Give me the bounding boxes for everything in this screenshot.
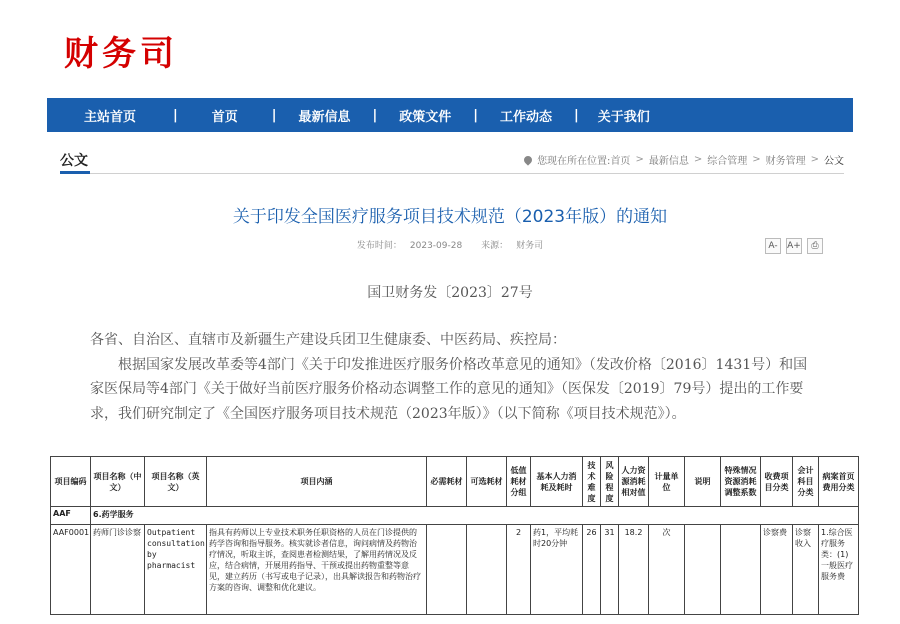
breadcrumb-prefix: 您现在所在位置: — [537, 156, 611, 167]
item-accounting: 诊察收入 — [793, 525, 819, 615]
item-risk: 31 — [601, 525, 619, 615]
section-header — [60, 148, 844, 174]
service-items-table — [50, 456, 859, 615]
table-header-row — [51, 457, 859, 507]
breadcrumb-link-home[interactable]: 首页 — [610, 156, 631, 167]
breadcrumb — [524, 152, 844, 167]
section-label: 公文 — [60, 153, 88, 169]
item-record-category: 1.综合医疗服务类：(1)一般医疗服务费 — [819, 525, 859, 615]
column-header: 收费项目分类 — [761, 457, 793, 507]
publish-date: 2023-09-28 — [409, 241, 463, 251]
item-fee-category: 诊察费 — [761, 525, 793, 615]
column-header: 基本人力消耗及耗时 — [531, 457, 583, 507]
item-name-cn: 药师门诊诊察 — [91, 525, 145, 615]
item-required-materials — [427, 525, 467, 615]
nav-separator: | — [574, 107, 579, 123]
column-header: 计量单位 — [649, 457, 685, 507]
breadcrumb-link-finance[interactable]: 财务管理 — [765, 156, 806, 167]
publish-label: 发布时间： — [356, 241, 402, 251]
item-content: 指具有药师以上专业技术职务任职资格的人员在门诊提供的药学咨询和指导服务。核实就诊者信息，询问病情及药物治疗情况，听取主诉，查阅患者检测结果，了解用药情况及反应，结合病情，开展用药指导、干预或提出药物重整等意见，建立药历（书写或电子记录），出具解读报告和药物治疗方案的咨询、调整和优化建议。 — [207, 525, 427, 615]
text-tools — [760, 238, 823, 254]
item-relative-value: 18.2 — [619, 525, 649, 615]
source-label: 来源： — [481, 241, 509, 251]
document-title: 关于印发全国医疗服务项目技术规范（2023年版）的通知 — [232, 207, 668, 227]
column-header: 可选耗材 — [467, 457, 507, 507]
breadcrumb-separator: > — [810, 154, 819, 165]
nav-separator: | — [372, 107, 378, 123]
breadcrumb-separator: > — [752, 154, 761, 165]
column-header: 必需耗材 — [427, 457, 467, 507]
item-name-en: Outpatient consultation by pharmacist — [145, 525, 207, 615]
breadcrumb-separator: > — [635, 154, 644, 165]
nav-item-about-us[interactable]: 关于我们 — [597, 109, 650, 125]
document-number: 国卫财务发〔2023〕27号 — [367, 285, 533, 301]
column-header: 人力资源消耗相对值 — [619, 457, 649, 507]
breadcrumb-separator: > — [693, 154, 703, 165]
main-nav-bar — [47, 98, 853, 132]
item-note — [685, 525, 721, 615]
item-difficulty: 26 — [583, 525, 601, 615]
salutation: 各省、自治区、直辖市及新疆生产建设兵团卫生健康委、中医药局、疾控局： — [90, 332, 566, 348]
table-row — [51, 525, 859, 615]
column-header: 病案首页费用分类 — [819, 457, 859, 507]
item-labor: 药1，平均耗时20分钟 — [531, 525, 583, 615]
item-optional-materials — [467, 525, 507, 615]
column-header: 特殊情况资源消耗调整系数 — [721, 457, 761, 507]
item-code: AAF0001 — [51, 525, 91, 615]
breadcrumb-link-general[interactable]: 综合管理 — [707, 156, 748, 167]
column-header: 会计科目分类 — [793, 457, 819, 507]
nav-item-policy-docs[interactable]: 政策文件 — [399, 109, 452, 125]
item-unit: 次 — [649, 525, 685, 615]
nav-item-home[interactable]: 首页 — [211, 109, 238, 125]
body-paragraph: 根据国家发展改革委等4部门《关于印发推进医疗服务价格改革意见的通知》（发改价格〔2016〕1431号）和国家医保局等4部门《关于做好当前医疗服务价格动态调整工作的意见的通知》（医保发〔2019〕79号）提出的工作要求，我们研究制定了《全国医疗服务项目技术规范（2023年版）》（以下简称《项目技术规范》）。 — [90, 356, 808, 422]
item-low-value-group: 2 — [507, 525, 531, 615]
department-title: 财务司 — [64, 34, 178, 74]
nav-separator: | — [271, 107, 277, 123]
category-name: 6.药学服务 — [91, 507, 859, 525]
column-header: 项目编码 — [51, 457, 91, 507]
category-code: AAF — [51, 507, 91, 525]
column-header: 项目名称（中文） — [91, 457, 145, 507]
nav-separator: | — [173, 107, 178, 123]
breadcrumb-current: 公文 — [824, 156, 844, 167]
column-header: 低值耗材分组 — [507, 457, 531, 507]
table-row — [51, 507, 859, 525]
document-body — [90, 328, 820, 426]
column-header: 说明 — [685, 457, 721, 507]
location-pin-icon — [522, 154, 533, 165]
font-decrease-button[interactable]: A- — [765, 238, 781, 254]
column-header: 风险程度 — [601, 457, 619, 507]
nav-item-main-home[interactable]: 主站首页 — [83, 109, 136, 125]
breadcrumb-link-latest[interactable]: 最新信息 — [648, 156, 689, 167]
column-header: 项目内涵 — [207, 457, 427, 507]
nav-item-latest-info[interactable]: 最新信息 — [298, 109, 351, 125]
section-underline — [60, 171, 90, 174]
font-increase-button[interactable]: A+ — [786, 238, 802, 254]
print-icon[interactable]: ⎙ — [807, 238, 823, 254]
item-coefficient — [721, 525, 761, 615]
column-header: 技术难度 — [583, 457, 601, 507]
nav-separator: | — [473, 107, 478, 123]
column-header: 项目名称（英文） — [145, 457, 207, 507]
source-value: 财务司 — [516, 241, 544, 251]
nav-item-work-news[interactable]: 工作动态 — [499, 109, 552, 125]
